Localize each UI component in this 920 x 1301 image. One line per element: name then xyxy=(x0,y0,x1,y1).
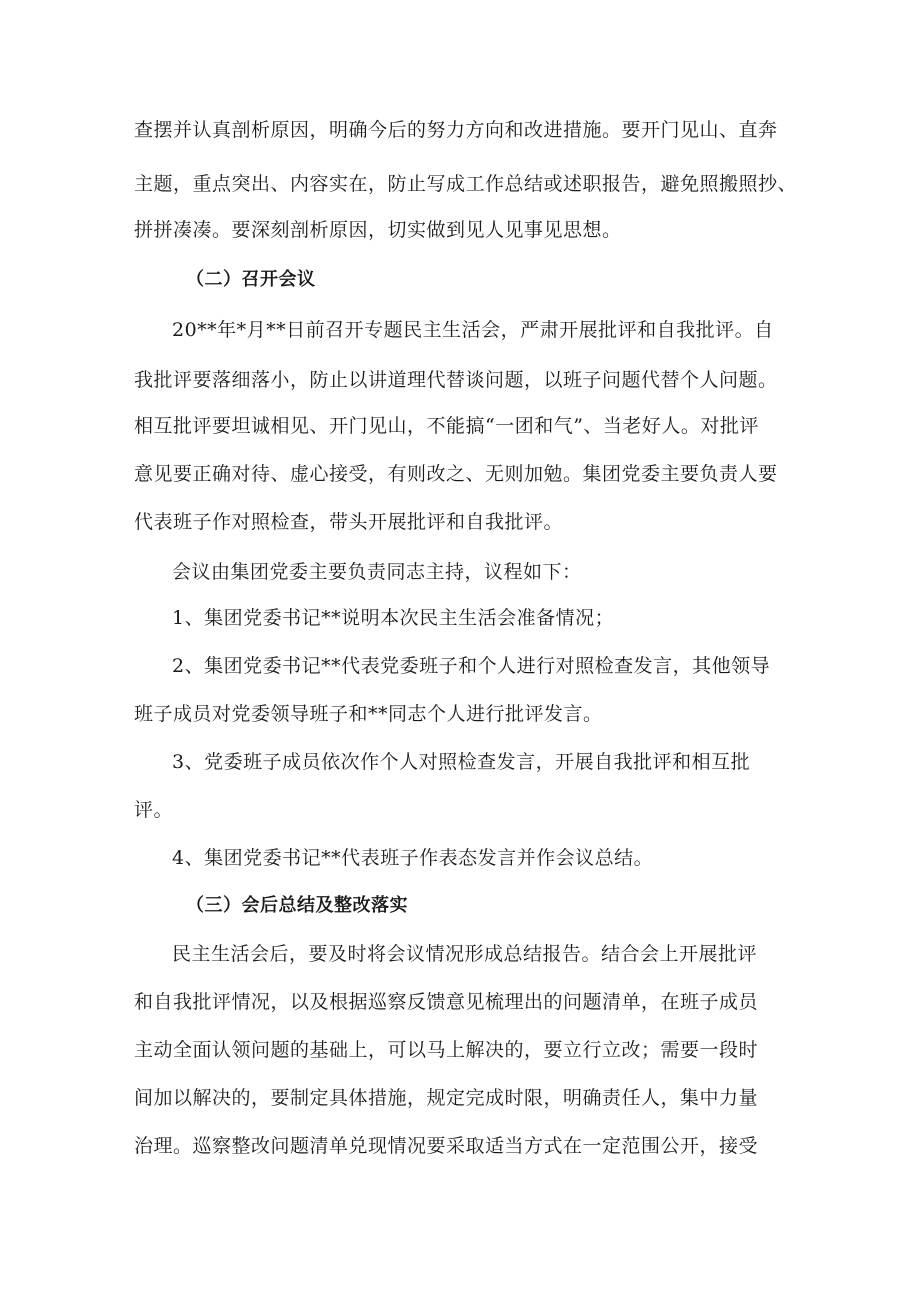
paragraph-line: 我批评要落细落小，防止以讲道理代替谈问题，以班子问题代替个人问题。 xyxy=(134,369,778,391)
agenda-item-1: 1、集团党委书记**说明本次民主生活会准备情况； xyxy=(172,607,615,629)
paragraph-line: 代表班子作对照检查，带头开展批评和自我批评。 xyxy=(134,511,564,533)
section-heading-3: （三）会后总结及整改落实 xyxy=(186,895,408,916)
agenda-item-2-line: 2、集团党委书记**代表党委班子和个人进行对照检查发言，其他领导 xyxy=(172,655,771,677)
paragraph-line: 相互批评要坦诚相见、开门见山，不能搞“一团和气”、当老好人。对批评 xyxy=(134,415,759,437)
paragraph-line: 主动全面认领问题的基础上，可以马上解决的，要立行立改；需要一段时 xyxy=(134,1039,759,1061)
paragraph-line: 意见要正确对待、虚心接受，有则改之、无则加勉。集团党委主要负责人要 xyxy=(134,463,778,485)
agenda-item-4: 4、集团党委书记**代表班子作表态发言并作会议总结。 xyxy=(172,847,654,869)
agenda-item-2-line: 班子成员对党委领导班子和**同志个人进行批评发言。 xyxy=(134,703,603,725)
paragraph-line: 20**年*月**日前召开专题民主生活会，严肃开展批评和自我批评。自 xyxy=(172,319,774,341)
agenda-item-3-line: 3、党委班子成员依次作个人对照检查发言，开展自我批评和相互批 xyxy=(172,751,751,773)
agenda-intro: 会议由集团党委主要负责同志主持，议程如下： xyxy=(172,561,582,583)
section-heading-2: （二）召开会议 xyxy=(186,269,316,290)
paragraph-line: 拼拼凑凑。要深刻剖析原因，切实做到见人见事见思想。 xyxy=(134,219,622,241)
paragraph-line: 治理。巡察整改问题清单兑现情况要采取适当方式在一定范围公开，接受 xyxy=(134,1135,759,1157)
paragraph-line: 查摆并认真剖析原因，明确今后的努力方向和改进措施。要开门见山、直奔 xyxy=(134,119,778,141)
paragraph-line: 主题，重点突出、内容实在，防止写成工作总结或述职报告，避免照搬照抄、 xyxy=(134,173,798,195)
paragraph-line: 民主生活会后，要及时将会议情况形成总结报告。结合会上开展批评 xyxy=(172,943,758,965)
paragraph-line: 间加以解决的，要制定具体措施，规定完成时限，明确责任人，集中力量 xyxy=(134,1087,759,1109)
paragraph-line: 和自我批评情况，以及根据巡察反馈意见梳理出的问题清单，在班子成员 xyxy=(134,991,759,1013)
agenda-item-3-line: 评。 xyxy=(134,799,174,821)
